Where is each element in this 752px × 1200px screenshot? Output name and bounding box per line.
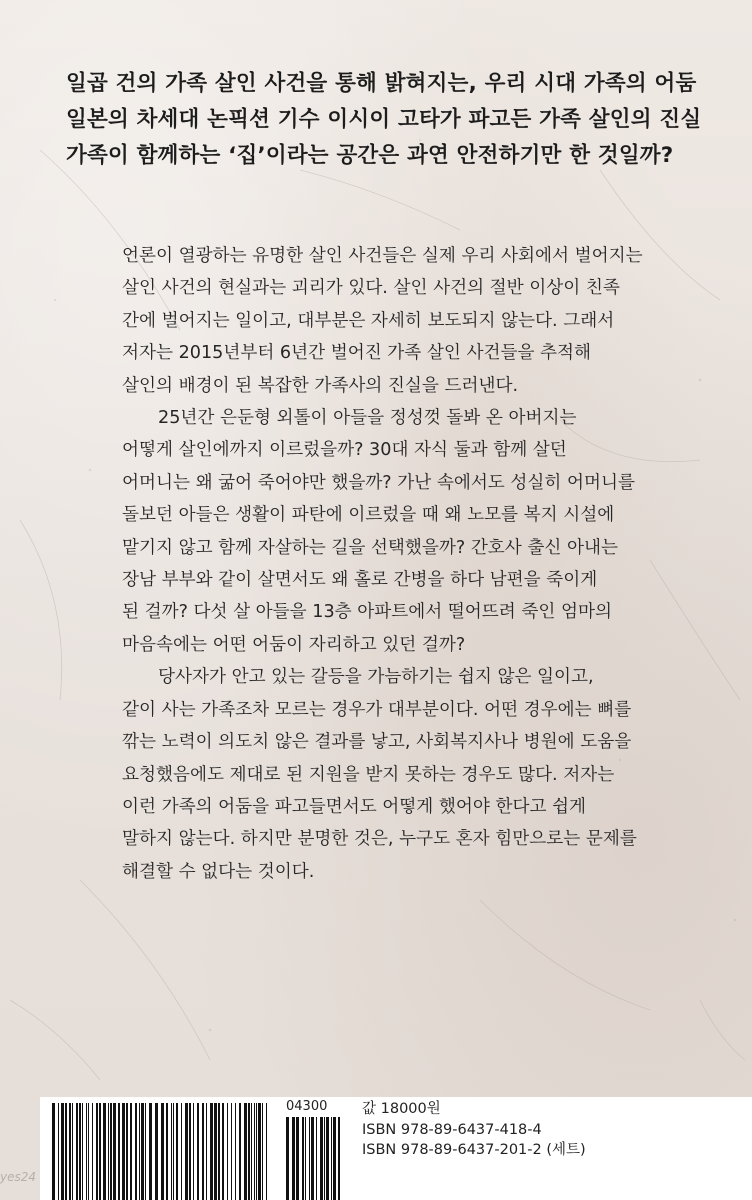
body-line: 된 걸까? 다섯 살 아들을 13층 아파트에서 떨어뜨려 죽인 엄마의 (122, 602, 612, 623)
barcode-bar (88, 1103, 89, 1200)
body-line: 간에 벌어지는 일이고, 대부분은 자세히 보도되지 않는다. 그래서 (122, 310, 615, 331)
body-line: 저자는 2015년부터 6년간 벌어진 가족 살인 사건들을 추적해 (122, 343, 592, 364)
barcode-bar (61, 1103, 64, 1200)
headline-line-2: 일본의 차세대 논픽션 기수 이시이 고타가 파고든 가족 살인의 진실 (66, 107, 702, 132)
body-paragraph-start: 당사자가 안고 있는 갈등을 가늠하기는 쉽지 않은 일이고, (158, 667, 594, 688)
body-line: 장남 부부와 같이 살면서도 왜 홀로 간병을 하다 남편을 죽이게 (122, 570, 598, 591)
barcode-bar (331, 1117, 332, 1200)
barcode-bar (166, 1103, 168, 1200)
barcode-bar (139, 1103, 140, 1200)
barcode-bar (210, 1103, 213, 1200)
barcode-bar (65, 1103, 67, 1200)
barcode-bar (227, 1103, 228, 1200)
barcode-bar (118, 1103, 120, 1200)
barcode-bar (197, 1103, 199, 1200)
body-line: 같이 사는 가족조차 모르는 경우가 대부분이다. 어떤 경우에는 뼈를 (122, 699, 632, 720)
barcode-bar (206, 1103, 207, 1200)
barcode-bar (122, 1103, 125, 1200)
price-label: 값 18000원 (362, 1101, 441, 1117)
barcode-bar (141, 1103, 144, 1200)
barcode-bar (266, 1103, 267, 1200)
barcode-bar (202, 1103, 204, 1200)
watermark-logo: yes24 (0, 1170, 37, 1184)
barcode-bar (76, 1103, 78, 1200)
barcode-bar (103, 1103, 106, 1200)
barcode-bar (130, 1103, 132, 1200)
barcode-bar (244, 1103, 247, 1200)
body-line: 어떻게 살인에까지 이르렀을까? 30대 자식 둘과 함께 살던 (122, 440, 567, 461)
barcode-bar (326, 1117, 329, 1200)
body-paragraph-start: 25년간 은둔형 외톨이 아들을 정성껏 돌봐 온 아버지는 (158, 408, 577, 429)
body-line: 깎는 노력이 의도치 않은 결과를 낳고, 사회복지사나 병원에 도움을 (122, 732, 632, 753)
barcode-bar (173, 1103, 174, 1200)
description-body (122, 240, 722, 888)
barcode-bar (79, 1103, 81, 1200)
barcode-bar (86, 1103, 87, 1200)
barcode-bar (251, 1103, 252, 1200)
barcode-bar (72, 1103, 73, 1200)
barcode-bar (316, 1117, 317, 1200)
barcode-bar (82, 1103, 83, 1200)
barcode-bar (69, 1103, 71, 1200)
barcode-bar (185, 1103, 188, 1200)
addon-code: 04300 (286, 1099, 328, 1114)
barcode-bar (333, 1117, 336, 1200)
barcode-bar (292, 1117, 295, 1200)
barcode-bar (108, 1103, 109, 1200)
barcode-bar (262, 1103, 263, 1200)
body-line: 해결할 수 없다는 것이다. (122, 861, 315, 882)
headline-block (66, 66, 736, 174)
barcode-bar (58, 1103, 59, 1200)
barcode-bar (258, 1103, 261, 1200)
isbn-barcode (52, 1103, 267, 1200)
barcode-bar (113, 1103, 116, 1200)
headline-line-1: 일곱 건의 가족 살인 사건을 통해 밝혀지는, 우리 시대 가족의 어둠 (66, 71, 697, 96)
body-line: 살인의 배경이 된 복잡한 가족사의 진실을 드러낸다. (122, 375, 519, 396)
barcode-bar (126, 1103, 128, 1200)
barcode-bar (338, 1117, 340, 1200)
body-line: 살인 사건의 현실과는 괴리가 있다. 살인 사건의 절반 이상이 친족 (122, 278, 620, 299)
barcode-bar (149, 1103, 152, 1200)
barcode-bar (171, 1103, 172, 1200)
barcode-bar (302, 1117, 304, 1200)
barcode-bar (176, 1103, 178, 1200)
barcode-bar (309, 1117, 310, 1200)
body-line: 이런 가족의 어둠을 파고들면서도 어떻게 했어야 한다고 쉽게 (122, 796, 587, 817)
isbn-set-number: ISBN 978-89-6437-201-2 (세트) (362, 1142, 586, 1158)
barcode-bar (99, 1103, 101, 1200)
barcode-bar (52, 1103, 55, 1200)
barcode-bar (161, 1103, 164, 1200)
barcode-bar (311, 1117, 314, 1200)
barcode-bar (110, 1103, 112, 1200)
addon-barcode (286, 1117, 342, 1200)
barcode-bar (181, 1103, 182, 1200)
barcode-bar (248, 1103, 250, 1200)
barcode-bar (320, 1117, 323, 1200)
book-info (362, 1099, 586, 1161)
body-line: 맡기지 않고 함께 자살하는 길을 선택했을까? 간호사 출신 아내는 (122, 537, 618, 558)
barcode-bar (222, 1103, 224, 1200)
barcode-bar (296, 1117, 299, 1200)
barcode-bar (214, 1103, 217, 1200)
body-line: 돌보던 아들은 생활이 파탄에 이르렀을 때 왜 노모를 복지 시설에 (122, 505, 615, 526)
barcode-bar (92, 1103, 93, 1200)
barcode-bar (254, 1103, 255, 1200)
body-line: 마음속에는 어떤 어둠이 자리하고 있던 걸까? (122, 634, 466, 655)
body-line: 언론이 열광하는 유명한 살인 사건들은 실제 우리 사회에서 벌어지는 (122, 246, 643, 266)
barcode-bar (231, 1103, 232, 1200)
body-line: 요청했음에도 제대로 된 지원을 받지 못하는 경우도 많다. 저자는 (122, 764, 615, 785)
barcode-bar (256, 1103, 257, 1200)
barcode-bar (239, 1103, 241, 1200)
barcode-bar (189, 1103, 191, 1200)
body-line: 어머니는 왜 굶어 죽어야만 했을까? 가난 속에서도 성실히 어머니를 (122, 472, 635, 493)
barcode-panel (40, 1097, 752, 1200)
barcode-bar (218, 1103, 220, 1200)
barcode-bar (235, 1103, 236, 1200)
barcode-bar (145, 1103, 146, 1200)
barcode-bar (286, 1117, 289, 1200)
barcode-bar (305, 1117, 306, 1200)
headline-line-3: 가족이 함께하는 ‘집’이라는 공간은 과연 안전하기만 한 것일까? (66, 143, 674, 168)
body-line: 말하지 않는다. 하지만 분명한 것은, 누구도 혼자 힘만으로는 문제를 (122, 829, 637, 850)
barcode-bar (193, 1103, 194, 1200)
barcode-bar (135, 1103, 137, 1200)
barcode-bar (155, 1103, 158, 1200)
isbn-number: ISBN 978-89-6437-418-4 (362, 1121, 542, 1138)
barcode-bar (96, 1103, 98, 1200)
barcode-bar (324, 1117, 325, 1200)
